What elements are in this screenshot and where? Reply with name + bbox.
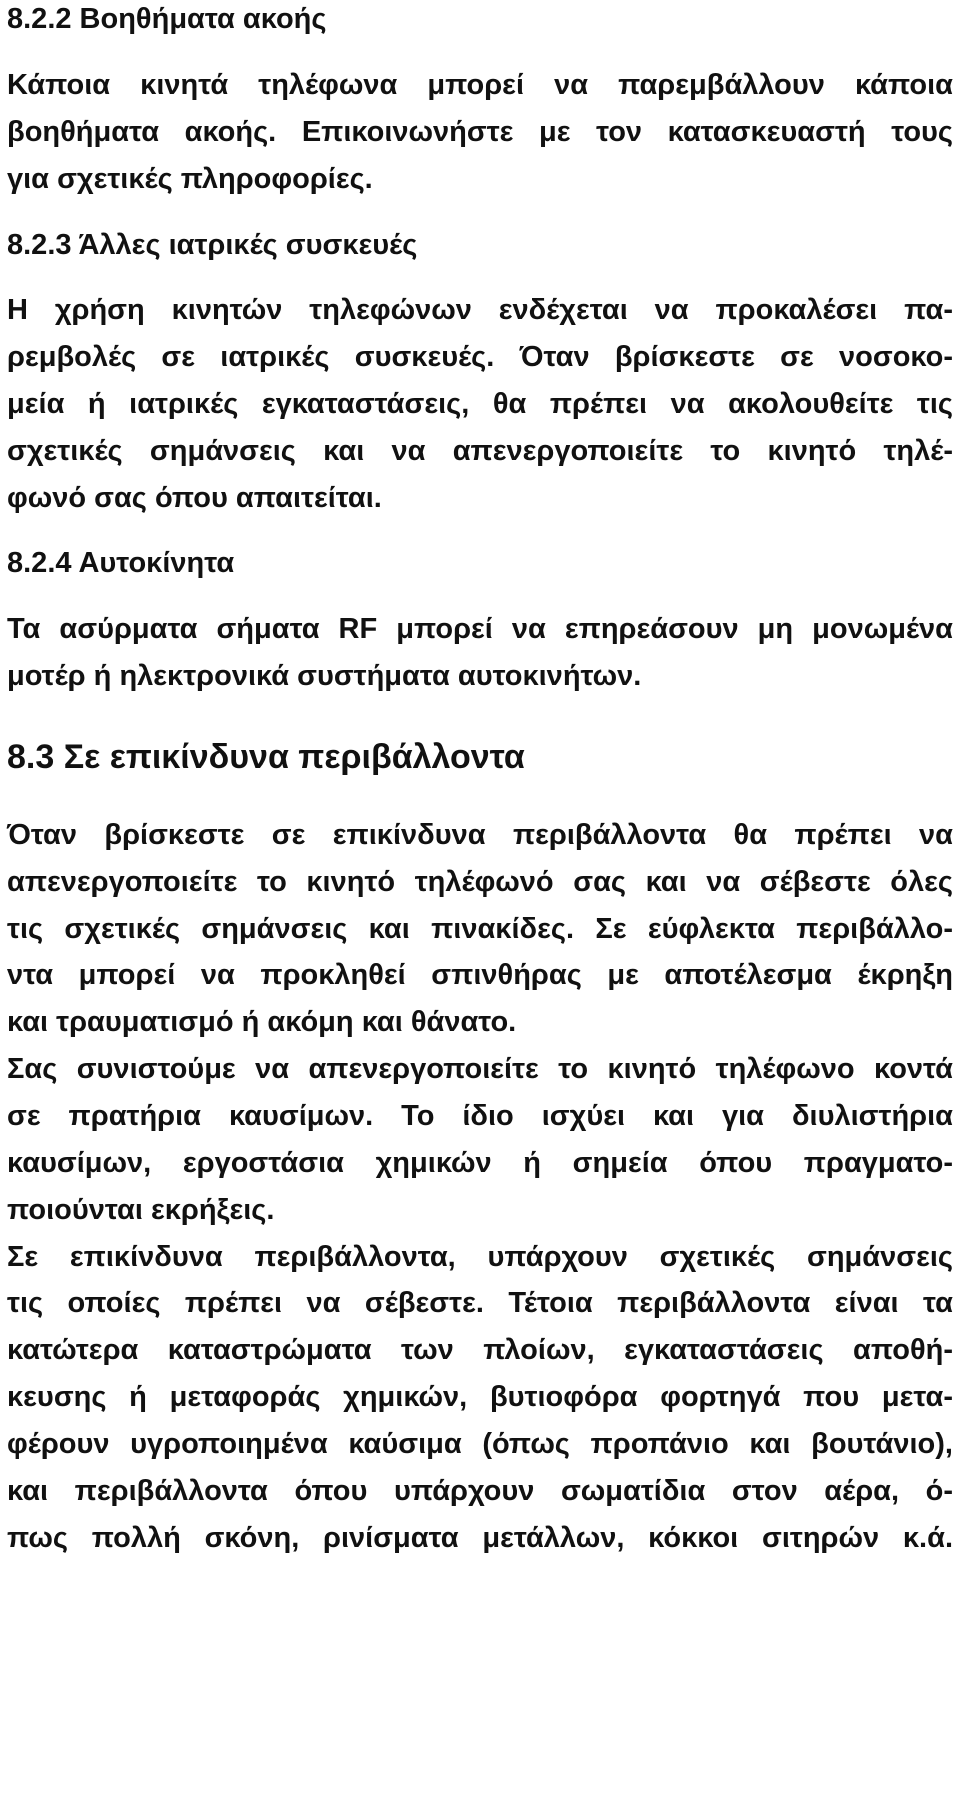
text-line: Τα ασύρματα σήματα RF μπορεί να επηρεάσουν μη μονωμένα	[7, 613, 953, 645]
text-line: Σε επικίνδυνα περιβάλλοντα, υπάρχουν σχετικές σημάνσεις	[7, 1241, 953, 1273]
text-line: τις οποίες πρέπει να σέβεστε. Τέτοια περιβάλλοντα είναι τα	[7, 1287, 953, 1319]
text-line: καυσίμων, εργοστάσια χημικών ή σημεία όπου πραγματο-	[7, 1147, 953, 1179]
text-line: πως πολλή σκόνη, ρινίσματα μετάλλων, κόκκοι σιτηρών κ.ά.	[7, 1522, 953, 1554]
text-line: κατώτερα καταστρώματα των πλοίων, εγκαταστάσεις αποθή-	[7, 1334, 953, 1366]
heading-8-3: 8.3 Σε επικίνδυνα περιβάλλοντα	[7, 738, 525, 776]
text-line: τις σχετικές σημάνσεις και πινακίδες. Σε εύφλεκτα περιβάλλο-	[7, 913, 953, 945]
text-line: κευσης ή μεταφοράς χημικών, βυτιοφόρα φορτηγά που μετα-	[7, 1381, 953, 1413]
heading-8-2-2: 8.2.2 Βοηθήματα ακοής	[7, 3, 327, 35]
text-line: ντα μπορεί να προκληθεί σπινθήρας με αποτέλεσμα έκρηξη	[7, 959, 953, 991]
text-line: φωνό σας όπου απαιτείται.	[7, 482, 382, 514]
text-line: ποιούνται εκρήξεις.	[7, 1194, 275, 1226]
heading-8-2-4: 8.2.4 Αυτοκίνητα	[7, 547, 235, 579]
text-line: σε πρατήρια καυσίμων. Το ίδιο ισχύει και για διυλιστήρια	[7, 1100, 953, 1132]
text-line: απενεργοποιείτε το κινητό τηλέφωνό σας και να σέβεστε όλες	[7, 866, 953, 898]
text-line: για σχετικές πληροφορίες.	[7, 163, 373, 195]
text-line: Σας συνιστούμε να απενεργοποιείτε το κινητό τηλέφωνο κοντά	[7, 1053, 953, 1085]
text-line: Κάποια κινητά τηλέφωνα μπορεί να παρεμβάλλουν κάποια	[7, 69, 953, 101]
text-line: βοηθήματα ακοής. Επικοινωνήστε με τον κατασκευαστή τους	[7, 116, 953, 148]
heading-8-2-3: 8.2.3 Άλλες ιατρικές συσκευές	[7, 229, 418, 261]
text-line: και τραυματισμό ή ακόμη και θάνατο.	[7, 1006, 517, 1038]
text-line: και περιβάλλοντα όπου υπάρχουν σωματίδια στον αέρα, ό-	[7, 1475, 953, 1507]
text-line: φέρουν υγροποιημένα καύσιμα (όπως προπάνιο και βουτάνιο),	[7, 1428, 953, 1460]
text-line: σχετικές σημάνσεις και να απενεργοποιείτε το κινητό τηλέ-	[7, 435, 953, 467]
text-line: ρεμβολές σε ιατρικές συσκευές. Όταν βρίσκεστε σε νοσοκο-	[7, 341, 953, 373]
text-line: μεία ή ιατρικές εγκαταστάσεις, θα πρέπει να ακολουθείτε τις	[7, 388, 953, 420]
text-line: Όταν βρίσκεστε σε επικίνδυνα περιβάλλοντα θα πρέπει να	[7, 819, 953, 851]
text-line: μοτέρ ή ηλεκτρονικά συστήματα αυτοκινήτων.	[7, 660, 642, 692]
text-line: Η χρήση κινητών τηλεφώνων ενδέχεται να προκαλέσει πα-	[7, 294, 953, 326]
